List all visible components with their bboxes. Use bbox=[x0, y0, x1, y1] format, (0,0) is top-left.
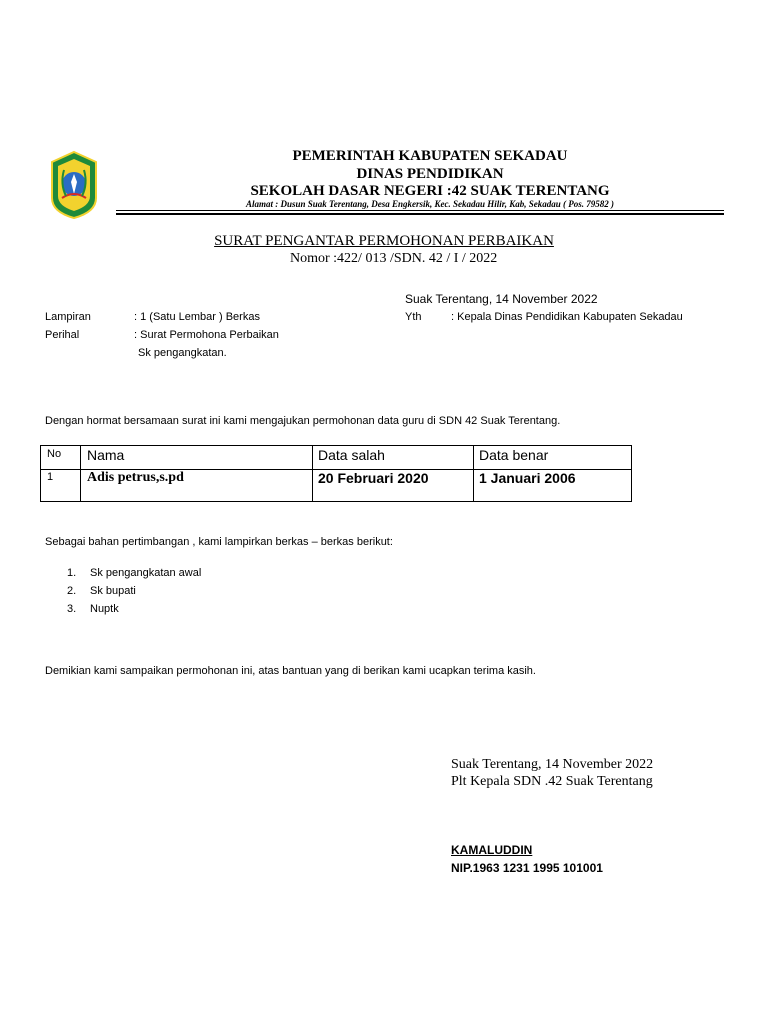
table-cell-data-salah: 20 Februari 2020 bbox=[318, 470, 429, 486]
list-item: Nuptk bbox=[90, 603, 119, 615]
recipient-label: Yth bbox=[405, 311, 422, 323]
closing-paragraph: Demikian kami sampaikan permohonan ini, atas bantuan yang di berikan kami ucapkan terima kasih. bbox=[45, 665, 536, 677]
signature-role: Plt Kepala SDN .42 Suak Terentang bbox=[451, 774, 653, 789]
list-item: Sk pengangkatan awal bbox=[90, 567, 202, 579]
letterhead-divider-thin bbox=[116, 210, 724, 211]
table-header-data-benar: Data benar bbox=[479, 447, 549, 463]
table-cell-data-benar: 1 Januari 2006 bbox=[479, 470, 576, 486]
signatory-name: KAMALUDDIN bbox=[451, 843, 533, 857]
letter-title: SURAT PENGANTAR PERMOHONAN PERBAIKAN bbox=[214, 233, 554, 249]
correction-table bbox=[40, 445, 632, 502]
list-item-number: 3. bbox=[67, 603, 77, 615]
table-divider bbox=[312, 446, 313, 501]
letterhead-government: PEMERINTAH KABUPATEN SEKADAU bbox=[292, 148, 568, 164]
signature-place-date: Suak Terentang, 14 November 2022 bbox=[451, 757, 654, 772]
letterhead-address: Alamat : Dusun Suak Terentang, Desa Engkersik, Kec. Sekadau Hilir, Kab, Sekadau ( Pos. 79582 ) bbox=[246, 199, 614, 209]
letter-date: Suak Terentang, 14 November 2022 bbox=[405, 292, 598, 306]
list-item-number: 1. bbox=[67, 567, 77, 579]
table-divider bbox=[473, 446, 474, 501]
list-item: Sk bupati bbox=[90, 585, 136, 597]
table-header-nama: Nama bbox=[87, 447, 125, 463]
table-header-data-salah: Data salah bbox=[318, 447, 385, 463]
list-item-number: 2. bbox=[67, 585, 77, 597]
letterhead-school: SEKOLAH DASAR NEGERI :42 SUAK TERENTANG bbox=[250, 183, 610, 199]
table-header-no: No bbox=[47, 448, 62, 460]
signatory-nip: NIP.1963 1231 1995 101001 bbox=[451, 861, 603, 875]
table-cell-nama: Adis petrus,s.pd bbox=[87, 470, 184, 485]
subject-value: : Surat Permohona Perbaikan bbox=[134, 329, 279, 341]
attachments-intro: Sebagai bahan pertimbangan , kami lampirkan berkas – berkas berikut: bbox=[45, 536, 393, 548]
opening-paragraph: Dengan hormat bersamaan surat ini kami mengajukan permohonan data guru di SDN 42 Suak Terentang. bbox=[45, 415, 561, 427]
recipient-value: : Kepala Dinas Pendidikan Kabupaten Sekadau bbox=[451, 311, 683, 323]
subject-value-continued: Sk pengangkatan. bbox=[138, 347, 227, 359]
letterhead-department: DINAS PENDIDIKAN bbox=[356, 166, 504, 182]
table-divider bbox=[80, 446, 81, 501]
lampiran-label: Lampiran bbox=[45, 311, 91, 323]
regency-emblem-logo bbox=[50, 150, 98, 220]
letter-number: Nomor :422/ 013 /SDN. 42 / I / 2022 bbox=[290, 251, 498, 266]
lampiran-value: : 1 (Satu Lembar ) Berkas bbox=[134, 311, 260, 323]
letterhead-divider-thick bbox=[116, 213, 724, 215]
table-cell-no: 1 bbox=[47, 471, 54, 483]
subject-label: Perihal bbox=[45, 329, 80, 341]
